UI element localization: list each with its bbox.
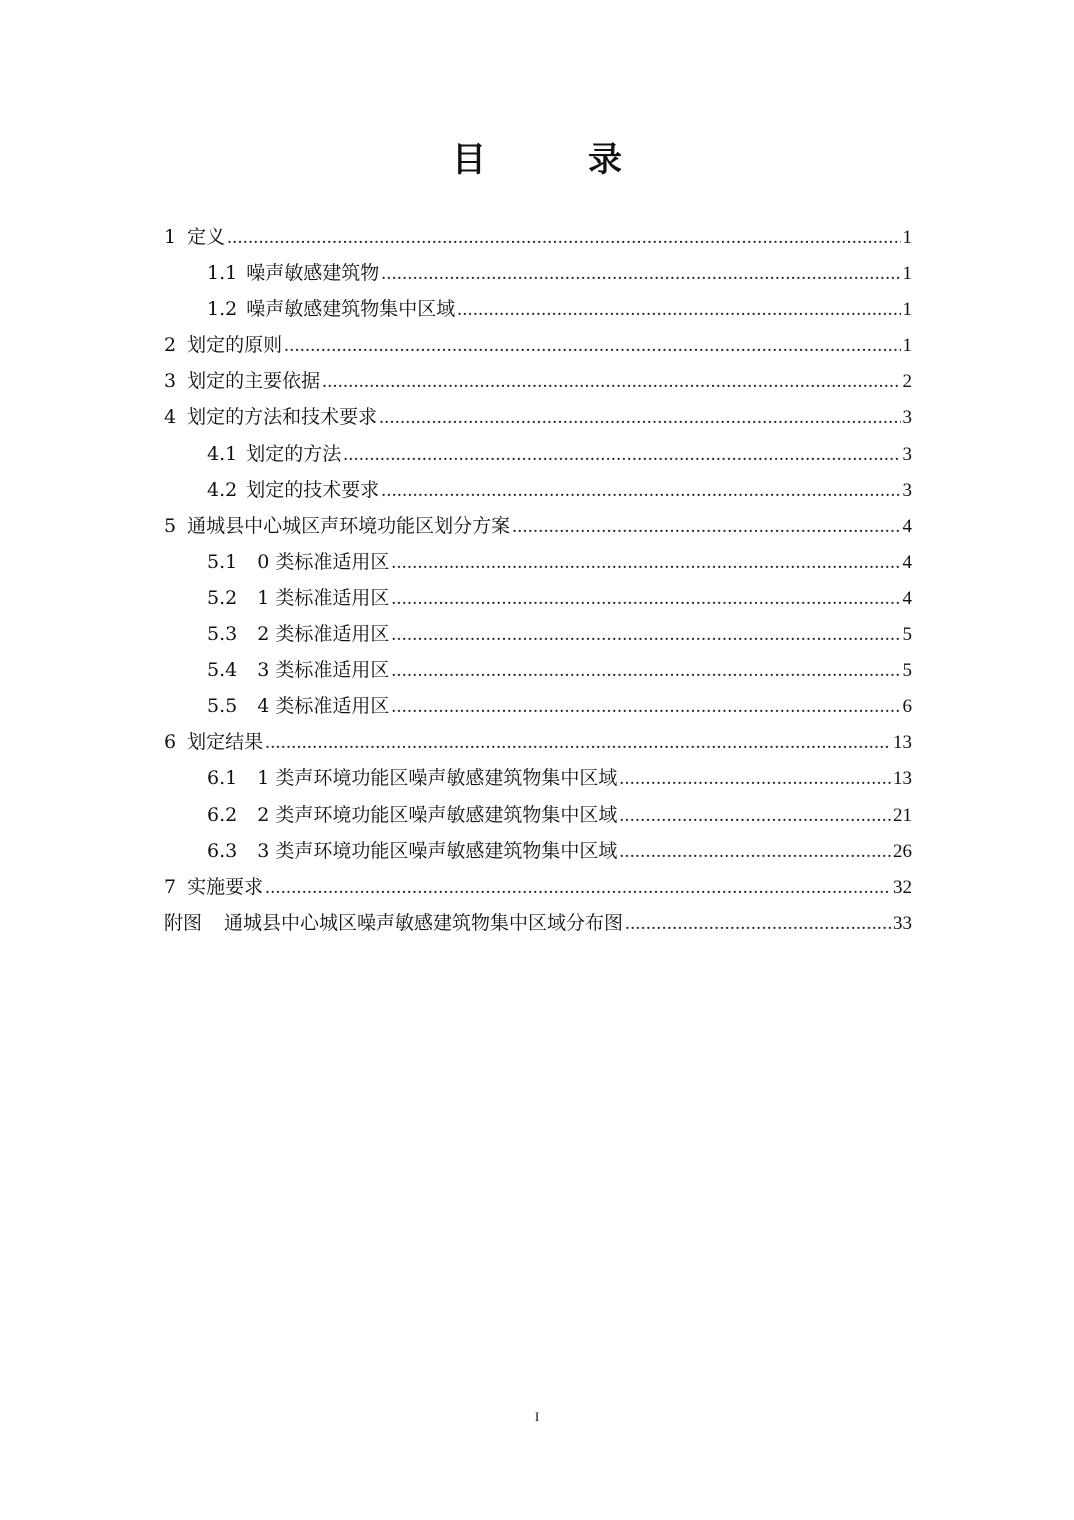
- toc-entry-label: 划定的技术要求: [246, 478, 380, 501]
- toc-entry[interactable]: [164, 363, 912, 399]
- toc-entry-label: 通城县中心城区噪声敏感建筑物集中区域分布图: [224, 911, 624, 934]
- toc-entry-page: 3: [902, 407, 912, 429]
- toc-entry-page: 33: [893, 912, 912, 934]
- toc-entry-page: 32: [893, 876, 912, 898]
- toc-leader-dots: [379, 400, 900, 436]
- toc-leader-dots: [391, 689, 900, 725]
- toc-entry-page: 1: [902, 263, 912, 285]
- toc-entry-number: 附图: [164, 911, 203, 934]
- toc-entry-label: 划定的原则: [187, 334, 283, 357]
- toc-leader-dots: [227, 220, 900, 256]
- toc-leader-dots: [381, 473, 900, 509]
- toc-entry-title: [207, 833, 617, 869]
- toc-entry-page: 21: [893, 804, 912, 826]
- toc-entry-title: [207, 544, 389, 580]
- page-number: I: [534, 1409, 540, 1424]
- toc-entry-number: 4.2: [207, 478, 238, 501]
- toc-entry-title: [164, 399, 377, 435]
- toc-entry-label: 实施要求: [187, 875, 264, 898]
- toc-entry-page: 13: [893, 768, 912, 790]
- toc-leader-dots: [619, 798, 891, 834]
- toc-entry-label: 划定的方法和技术要求: [187, 406, 378, 429]
- toc-entry-page: 5: [902, 660, 912, 682]
- toc-entry-title: [164, 508, 510, 544]
- toc-entry-number: 6: [164, 731, 177, 754]
- toc-entry[interactable]: [164, 399, 912, 435]
- toc-entry-number: 5.5: [207, 695, 238, 718]
- toc-entry[interactable]: [164, 255, 912, 291]
- toc-entry-appendix[interactable]: [164, 905, 912, 941]
- toc-entry[interactable]: [164, 760, 912, 796]
- toc-entry-title: [207, 291, 455, 327]
- toc-leader-dots: [391, 617, 900, 653]
- toc-entry[interactable]: [164, 580, 912, 616]
- toc-entry-label: 0 类标准适用区: [257, 550, 390, 573]
- toc-entry[interactable]: [164, 472, 912, 508]
- toc-leader-dots: [391, 581, 900, 617]
- toc-leader-dots: [391, 545, 900, 581]
- toc-leader-dots: [322, 364, 900, 400]
- toc-leader-dots: [512, 509, 900, 545]
- toc-leader-dots: [284, 328, 900, 364]
- toc-entry-label: 通城县中心城区声环境功能区划分方案: [187, 514, 511, 537]
- toc-entry-label: 噪声敏感建筑物: [246, 262, 380, 285]
- toc-entry-title: [164, 363, 320, 399]
- toc-entry-title: [207, 255, 379, 291]
- toc-entry-number: 1: [164, 226, 177, 248]
- toc-entry-page: 4: [902, 551, 912, 573]
- toc-entry[interactable]: [164, 219, 912, 255]
- toc-entry-number: 5: [164, 514, 177, 537]
- toc-entry-title: [164, 869, 263, 905]
- toc-entry-title: [207, 472, 379, 508]
- toc-entry[interactable]: [164, 436, 912, 472]
- toc-entry-page: 2: [902, 371, 912, 393]
- toc-leader-dots: [391, 653, 900, 689]
- toc-entry-number: 1.2: [207, 298, 238, 321]
- toc-entry-number: 6.2: [207, 803, 238, 826]
- toc-entry-page: 13: [893, 732, 912, 754]
- page-title: 目 录: [452, 140, 656, 180]
- toc-entry-page: 1: [902, 335, 912, 357]
- toc-entry-number: 5.3: [207, 623, 238, 646]
- toc-entry[interactable]: [164, 797, 912, 833]
- toc-entry-title: [164, 219, 225, 255]
- toc-entry-title: [207, 436, 341, 472]
- toc-entry-label: 1 类标准适用区: [257, 586, 390, 609]
- toc-entry-title: [207, 652, 389, 688]
- toc-entry-number: 4: [164, 406, 177, 429]
- toc-leader-dots: [343, 437, 900, 473]
- toc-entry-number: 5.4: [207, 659, 238, 682]
- toc-entry[interactable]: [164, 688, 912, 724]
- toc-entry-label: 划定结果: [187, 731, 264, 754]
- toc-entry-label: 划定的方法: [246, 442, 342, 465]
- toc-entry-number: 6.3: [207, 839, 238, 862]
- toc-entry-number: 2: [164, 334, 177, 357]
- toc-entry-label: 3 类标准适用区: [257, 659, 390, 682]
- toc-entry-label: 划定的主要依据: [187, 370, 321, 393]
- toc-entry-number: 1.1: [207, 262, 238, 285]
- toc-entry-page: 3: [902, 479, 912, 501]
- toc-entry-label: 2 类标准适用区: [257, 623, 390, 646]
- toc-entry[interactable]: [164, 724, 912, 760]
- toc-entry-page: 4: [902, 587, 912, 609]
- toc-entry[interactable]: [164, 291, 912, 327]
- toc-entry-title: [207, 760, 617, 796]
- toc-entry-page: 1: [902, 299, 912, 321]
- toc-entry-title: [207, 616, 389, 652]
- toc-entry-page: 5: [902, 624, 912, 646]
- toc-leader-dots: [381, 256, 900, 292]
- toc-entry-label: 3 类声环境功能区噪声敏感建筑物集中区域: [257, 839, 618, 862]
- toc-entry-title: [207, 797, 617, 833]
- toc-entry-label: 4 类标准适用区: [257, 695, 390, 718]
- toc-entry[interactable]: [164, 544, 912, 580]
- toc-entry-title: [207, 580, 389, 616]
- toc-entry-number: 3: [164, 370, 177, 393]
- toc-leader-dots: [619, 834, 891, 870]
- toc-entry-number: 7: [164, 875, 177, 898]
- toc-leader-dots: [457, 292, 900, 328]
- toc-entry-label: 定义: [187, 226, 226, 248]
- toc-entry-number: 6.1: [207, 767, 238, 790]
- toc-entry[interactable]: [164, 833, 912, 869]
- toc-entry-label: 1 类声环境功能区噪声敏感建筑物集中区域: [257, 767, 618, 790]
- toc-leader-dots: [265, 870, 891, 906]
- toc-entry[interactable]: [164, 508, 912, 544]
- table-of-contents: [164, 219, 912, 941]
- toc-entry-page: 4: [902, 515, 912, 537]
- toc-entry-number: 5.1: [207, 550, 238, 573]
- toc-leader-dots: [619, 761, 891, 797]
- toc-entry[interactable]: [164, 869, 912, 905]
- toc-leader-dots: [625, 906, 891, 942]
- toc-entry[interactable]: [164, 616, 912, 652]
- toc-entry-page: 26: [893, 840, 912, 862]
- toc-entry[interactable]: [164, 327, 912, 363]
- toc-entry-title: [207, 688, 389, 724]
- toc-entry-label: 噪声敏感建筑物集中区域: [246, 298, 456, 321]
- toc-entry-page: 1: [902, 227, 912, 248]
- toc-entry-page: 6: [902, 696, 912, 718]
- toc-entry-title: [164, 327, 282, 363]
- toc-entry[interactable]: [164, 652, 912, 688]
- toc-entry-number: 4.1: [207, 442, 238, 465]
- toc-entry-page: 3: [902, 443, 912, 465]
- toc-entry-title: [164, 905, 623, 941]
- toc-leader-dots: [265, 725, 891, 761]
- toc-entry-number: 5.2: [207, 586, 238, 609]
- toc-entry-title: [164, 724, 263, 760]
- toc-entry-label: 2 类声环境功能区噪声敏感建筑物集中区域: [257, 803, 618, 826]
